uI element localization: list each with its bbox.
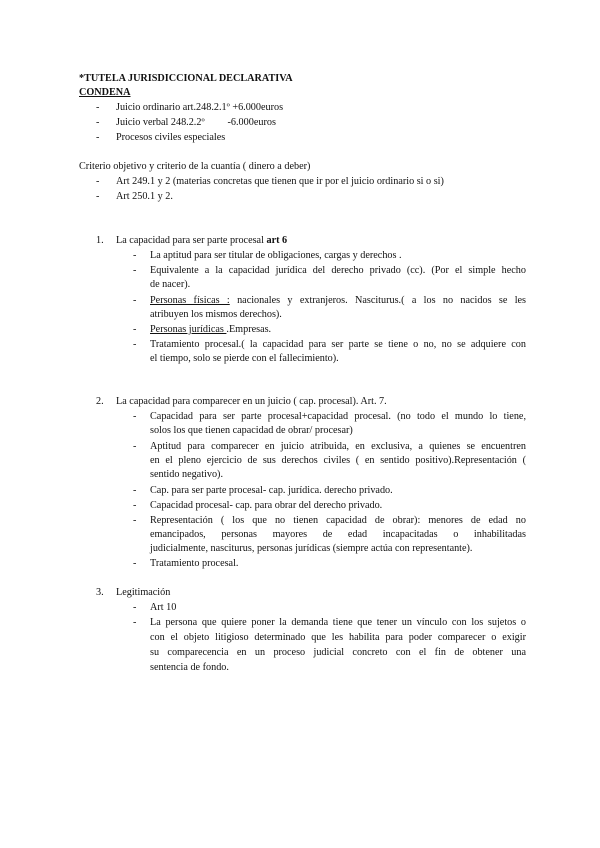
list-item: Juicio verbal 248.2.2º -6.000euros (116, 117, 276, 128)
section-number: 1. (96, 235, 104, 246)
list-item-continuation: el tiempo, solo se pierde con el fallecimiento). (150, 353, 339, 364)
list-dash: - (133, 500, 137, 511)
list-dash: - (133, 515, 137, 526)
list-dash: - (133, 602, 137, 613)
list-item: Capacidad procesal- cap. para obrar del derecho privado. (150, 500, 383, 511)
list-dash: - (133, 339, 137, 350)
list-dash: - (133, 295, 137, 306)
list-item: Aptitud para comparecer en juicio atribuida, en exclusiva, a quienes se encuentren (150, 441, 526, 452)
list-item-continuation: en el pleno ejercicio de sus derechos civiles ( en sentido positivo).Representación ( (150, 455, 526, 466)
list-dash: - (133, 265, 137, 276)
list-item-continuation: sentencia de fondo. (150, 662, 229, 673)
list-item: Art 250.1 y 2. (116, 191, 173, 202)
section-number: 2. (96, 396, 104, 407)
list-item: Juicio ordinario art.248.2.1º +6.000euros (116, 102, 284, 113)
section-title: La capacidad para comparecer en un juicio ( cap. procesal). Art. 7. (116, 396, 387, 407)
criterio-paragraph: Criterio objetivo y criterio de la cuantía ( dinero a deber) (79, 161, 311, 172)
list-item: Tratamiento procesal.( la capacidad para ser parte se tiene o no, no se adquiere con (150, 339, 526, 350)
list-item: La persona que quiere poner la demanda tiene que tener un vínculo con los sujetos o (150, 617, 526, 628)
list-dash: - (133, 485, 137, 496)
list-dash: - (133, 441, 137, 452)
list-dash: - (133, 411, 137, 422)
list-dash: - (133, 324, 137, 335)
list-dash: - (96, 117, 100, 128)
list-dash: - (133, 617, 137, 628)
list-item: Representación ( los que no tienen capacidad de obrar): menores de edad no (150, 515, 526, 526)
list-item: Procesos civiles especiales (116, 132, 226, 143)
list-item-continuation: judicialmente, nasciturus, personas jurídicas (siempre actúa con representante). (150, 543, 473, 554)
list-item: Art 10 (150, 602, 177, 613)
list-item: Capacidad para ser parte procesal+capacidad procesal. (no todo el mundo lo tiene, (150, 411, 526, 422)
list-item: Tratamiento procesal. (150, 558, 239, 569)
section-title: La capacidad para ser parte procesal art 6 (116, 235, 288, 246)
list-item-continuation: sentido negativo). (150, 469, 223, 480)
list-item-continuation: emancipados, personas mayores de edad incapacitadas o inhabilitadas (150, 529, 526, 540)
list-item: Cap. para ser parte procesal- cap. jurídica. derecho privado. (150, 485, 393, 496)
list-item: Personas físicas : nacionales y extranjeros. Nasciturus.( a los no nacidos se les (150, 295, 527, 306)
list-item: Art 249.1 y 2 (materias concretas que tienen que ir por el juicio ordinario si o si) (116, 176, 444, 187)
list-dash: - (96, 132, 100, 143)
list-dash: - (96, 191, 100, 202)
list-item-continuation: con el objeto litigioso determinado que les habilita para poder comparecer o exigir (150, 632, 526, 643)
section-number: 3. (96, 587, 104, 598)
list-item-continuation: solos los que tienen capacidad de obrar/ procesar) (150, 425, 353, 436)
list-item-continuation: de nacer). (150, 279, 191, 290)
list-dash: - (133, 250, 137, 261)
list-dash: - (96, 102, 100, 113)
list-dash: - (96, 176, 100, 187)
list-item-continuation: atribuyen los mismos derechos). (150, 309, 282, 320)
list-item: Equivalente a la capacidad jurídica del derecho privado (cc). (Por el simple hecho (150, 265, 526, 276)
condena-subheading: CONDENA (79, 87, 131, 98)
list-item: La aptitud para ser titular de obligaciones, cargas y derechos . (150, 250, 402, 261)
list-dash: - (133, 558, 137, 569)
document-heading: *TUTELA JURISDICCIONAL DECLARATIVA (79, 73, 293, 84)
section-title: Legitimación (116, 587, 171, 598)
list-item-continuation: su comparecencia en un proceso judicial concreto con el fin de obtener una (150, 647, 526, 658)
list-item: Personas jurídicas .Empresas. (150, 324, 272, 335)
